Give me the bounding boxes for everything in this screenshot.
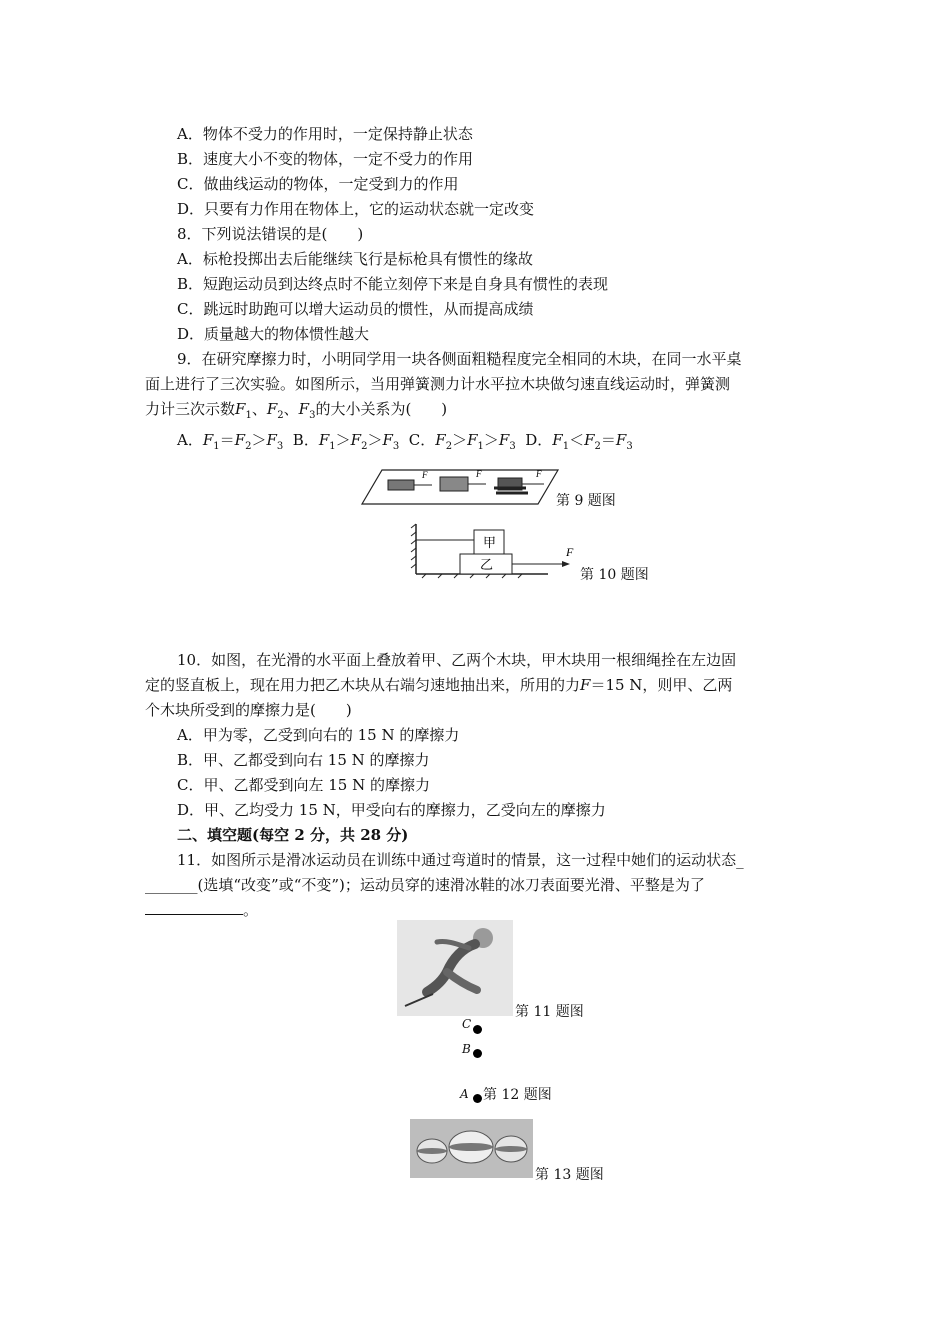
q10-stem-line-1: 10．如图，在光滑的水平面上叠放着甲、乙两个木块，甲木块用一根细绳拴在左边固 [177, 651, 737, 669]
q10-block-bottom-label: 乙 [480, 558, 494, 573]
q12-point-b-dot [473, 1043, 482, 1061]
q8-option-c: C．跳远时助跑可以增大运动员的惯性，从而提高成绩 [177, 300, 534, 318]
q10-figure-caption: 第 10 题图 [580, 567, 649, 583]
q11-stem-line-2: _______(选填“改变”或“不变”)；运动员穿的速滑冰鞋的冰刀表面要光滑、平整是为了 [145, 876, 705, 894]
q10-option-c: C．甲、乙都受到向左 15 N 的摩擦力 [177, 776, 430, 794]
q9-stem-line-3: 力计三次示数$F_1$、$F_2$、$F_3$的大小关系为( ) [145, 400, 448, 421]
q10-option-b: B．甲、乙都受到向右 15 N 的摩擦力 [177, 751, 430, 769]
q12-point-b-label: B [462, 1042, 471, 1056]
q10-block-top-label: 甲 [483, 536, 497, 551]
q8-option-d: D．质量越大的物体惯性越大 [177, 325, 370, 343]
q11-stem-line-1: 11．如图所示是滑冰运动员在训练中通过弯道时的情景，这一过程中她们的运动状态_ [177, 851, 744, 869]
question-page [145, 122, 809, 459]
q12-figure-caption: 第 12 题图 [483, 1087, 552, 1103]
question-page-lower [145, 648, 809, 923]
q9-options-rendered: A．$F_1=F_2>F_3$ B．$F_1>F_2>F_3$ C．$F_2>F_1>F_3$ D．$F_1<F_2=F_3$ [177, 431, 633, 452]
q9-force-label-1: F [422, 470, 428, 480]
q12-point-c-dot [473, 1019, 482, 1037]
q11-stem-line-3: 。 [145, 898, 809, 923]
q9-stem-line-1: 9．在研究摩擦力时，小明同学用一块各侧面粗糙程度完全相同的木块，在同一水平桌 [177, 350, 742, 368]
figure-q11-skater-photo [397, 920, 513, 1016]
q9-force-label-2: F [476, 469, 482, 479]
q11-answer-blank [145, 900, 243, 915]
q10-force-label: F [566, 545, 574, 559]
q12-point-a-label: A [460, 1087, 469, 1101]
section-2-title: 二、填空题(每空 2 分，共 28 分) [177, 826, 409, 844]
q7-option-d: D．只要有力作用在物体上，它的运动状态就一定改变 [177, 200, 535, 218]
q9-figure-caption: 第 9 题图 [556, 493, 616, 509]
figure-q9-friction-experiment [360, 466, 560, 508]
q8-stem: 8．下列说法错误的是( ) [177, 225, 364, 243]
q7-option-a: A．物体不受力的作用时，一定保持静止状态 [177, 125, 473, 143]
figure-q10-stacked-blocks [408, 522, 588, 580]
q10-option-a: A．甲为零，乙受到向右的 15 N 的摩擦力 [177, 726, 460, 744]
q7-option-b: B．速度大小不变的物体，一定不受力的作用 [177, 150, 474, 168]
q10-stem-line-2: 定的竖直板上，现在用力把乙木块从右端匀速地抽出来，所用的力F＝15 N，则甲、乙两 [145, 676, 733, 694]
q7-option-c: C．做曲线运动的物体，一定受到力的作用 [177, 175, 459, 193]
q13-figure-caption: 第 13 题图 [535, 1167, 604, 1183]
q8-option-b: B．短跑运动员到达终点时不能立刻停下来是自身具有惯性的表现 [177, 275, 609, 293]
q8-option-a: A．标枪投掷出去后能继续飞行是标枪具有惯性的缘故 [177, 250, 533, 268]
q10-option-d: D．甲、乙均受力 15 N，甲受向右的摩擦力，乙受向左的摩擦力 [177, 801, 606, 819]
q12-point-c-label: C [462, 1017, 472, 1031]
q10-stem-line-3: 个木块所受到的摩擦力是( ) [145, 701, 352, 719]
figure-q13-metal-pieces-photo [410, 1119, 533, 1178]
q11-figure-caption: 第 11 题图 [515, 1004, 584, 1020]
q9-stem-line-2: 面上进行了三次实验。如图所示，当用弹簧测力计水平拉木块做匀速直线运动时，弹簧测 [145, 375, 731, 393]
q12-point-a-dot [473, 1088, 482, 1106]
q9-force-label-3: F [536, 469, 542, 479]
